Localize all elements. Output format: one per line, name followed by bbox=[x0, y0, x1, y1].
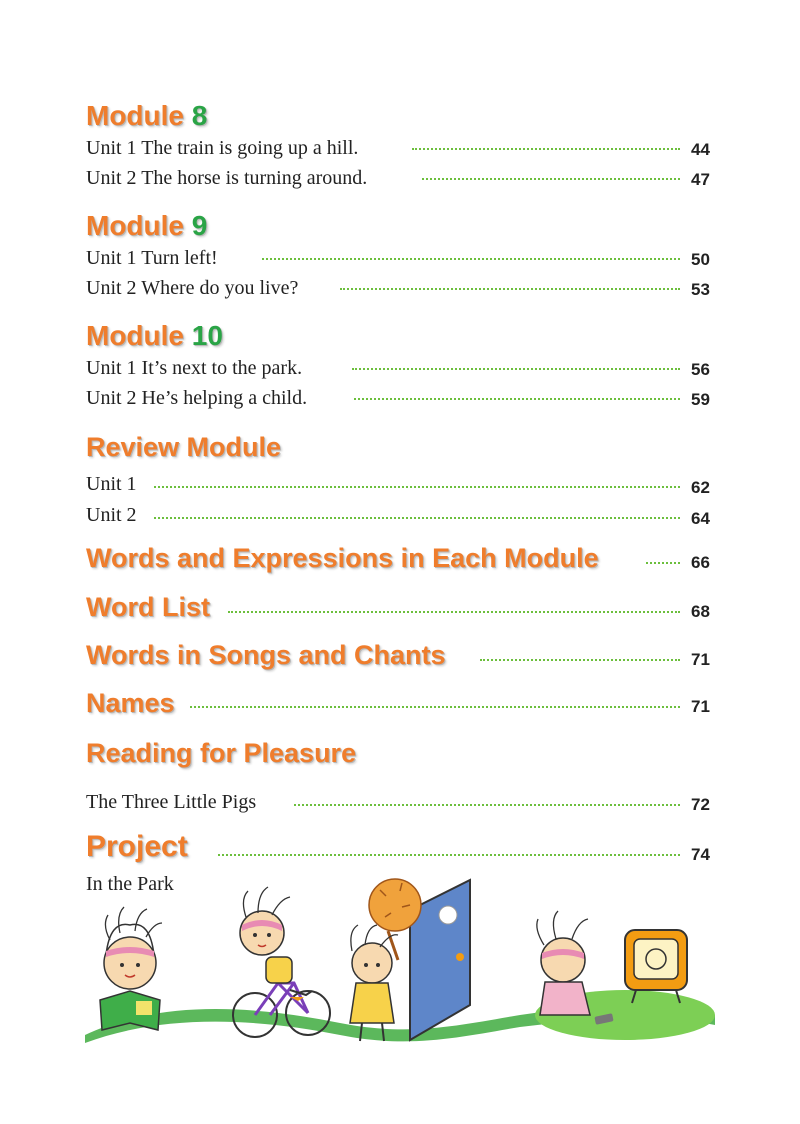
dot-leader bbox=[154, 486, 680, 488]
names-heading: Names bbox=[86, 688, 175, 718]
toc-entry-text: In the Park bbox=[86, 873, 174, 895]
module-word: Module bbox=[86, 210, 184, 241]
toc-entry-text: The Three Little Pigs bbox=[86, 791, 257, 813]
dot-leader bbox=[480, 659, 680, 661]
dot-leader bbox=[354, 398, 680, 400]
page-number: 71 bbox=[691, 697, 710, 716]
page-number: 71 bbox=[691, 650, 710, 669]
page-number: 59 bbox=[691, 390, 710, 409]
words-expressions-heading: Words and Expressions in Each Module bbox=[86, 543, 599, 573]
module-number: 10 bbox=[191, 320, 223, 351]
module-10-heading bbox=[86, 322, 223, 350]
page-number: 72 bbox=[691, 795, 710, 814]
dot-leader bbox=[352, 368, 680, 370]
module-8-heading bbox=[86, 102, 207, 130]
dot-leader bbox=[154, 517, 680, 519]
module-9-heading bbox=[86, 212, 207, 240]
dot-leader bbox=[422, 178, 680, 180]
page-number: 47 bbox=[691, 170, 710, 189]
dot-leader bbox=[228, 611, 680, 613]
page-number: 64 bbox=[691, 509, 710, 528]
toc-entry-text: Unit 1 It’s next to the park. bbox=[86, 357, 303, 379]
dot-leader bbox=[262, 258, 680, 260]
songs-chants-heading: Words in Songs and Chants bbox=[86, 640, 446, 670]
review-module-heading: Review Module bbox=[86, 432, 282, 462]
dot-leader bbox=[340, 288, 680, 290]
page-number: 50 bbox=[691, 250, 710, 269]
project-heading: Project bbox=[86, 830, 188, 863]
module-word: Module bbox=[86, 100, 184, 131]
toc-entry-text: Unit 1 The train is going up a hill. bbox=[86, 137, 359, 159]
page-number: 56 bbox=[691, 360, 710, 379]
toc-entry-text: Unit 2 He’s helping a child. bbox=[86, 387, 308, 409]
module-word: Module bbox=[86, 320, 184, 351]
door-scene bbox=[350, 879, 470, 1041]
page-number: 68 bbox=[691, 602, 710, 621]
page-number: 44 bbox=[691, 140, 710, 159]
toc-entry-text: Unit 2 The horse is turning around. bbox=[86, 167, 368, 189]
dot-leader bbox=[646, 562, 680, 564]
toc-entry-text: Unit 2 Where do you live? bbox=[86, 277, 299, 299]
reading-pleasure-heading: Reading for Pleasure bbox=[86, 738, 357, 768]
word-list-heading: Word List bbox=[86, 592, 210, 622]
page-number: 74 bbox=[691, 845, 710, 864]
children-park-illustration bbox=[80, 865, 720, 1050]
page-number: 53 bbox=[691, 280, 710, 299]
dot-leader bbox=[412, 148, 680, 150]
dot-leader bbox=[218, 854, 680, 856]
toc-entry-text: Unit 1 bbox=[86, 473, 137, 495]
dot-leader bbox=[190, 706, 680, 708]
toc-entry-text: Unit 2 bbox=[86, 504, 137, 526]
page-number: 62 bbox=[691, 478, 710, 497]
dot-leader bbox=[294, 804, 680, 806]
reading-child bbox=[100, 907, 162, 1030]
module-number: 9 bbox=[191, 210, 208, 241]
module-number: 8 bbox=[191, 100, 208, 131]
toc-entry-text: Unit 1 Turn left! bbox=[86, 247, 218, 269]
page-number: 66 bbox=[691, 553, 710, 572]
